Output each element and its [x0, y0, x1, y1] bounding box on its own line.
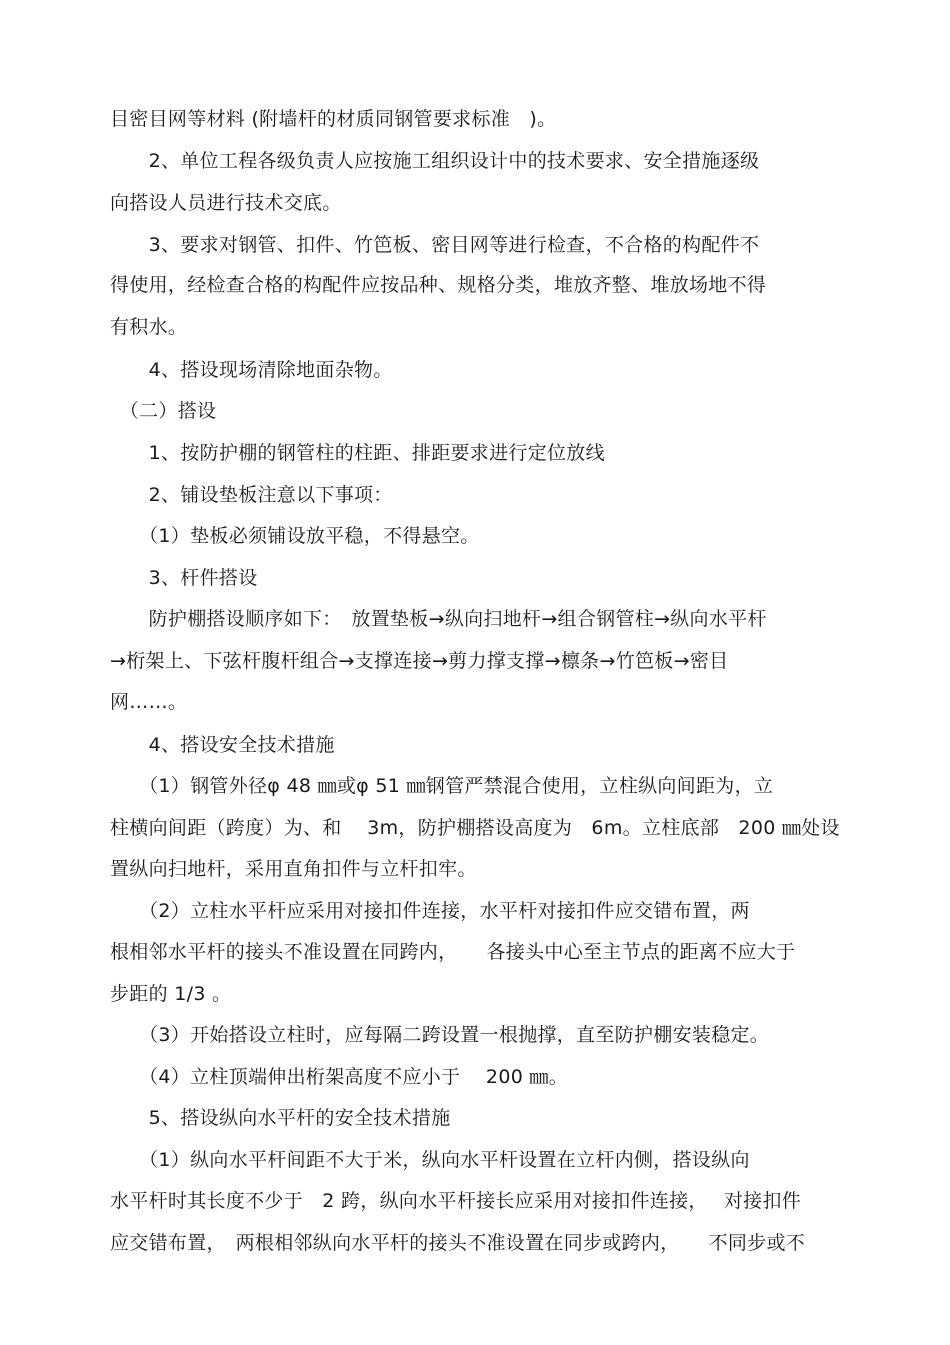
text-line: 步距的 1/3 。: [110, 983, 232, 1005]
text-line: 应交错布置， 两根相邻纵向水平杆的接头不准设置在同步或跨内， 不同步或不: [110, 1232, 806, 1254]
text-line: （1）钢管外径φ 48 ㎜或φ 51 ㎜钢管严禁混合使用，立柱纵向间距为，立: [110, 775, 774, 797]
text-line: 4、搭设现场清除地面杂物。: [110, 359, 393, 381]
text-line: 目密目网等材料 (附墙杆的材质同钢管要求标准 )。: [110, 108, 557, 130]
text-line: 2、单位工程各级负责人应按施工组织设计中的技术要求、安全措施逐级: [110, 150, 760, 172]
text-line: 柱横向间距（跨度）为、和 3m，防护棚搭设高度为 6m。立柱底部 200 ㎜处设: [110, 817, 840, 839]
text-line: →桁架上、下弦杆腹杆组合→支撑连接→剪力撑支撑→檩条→竹笆板→密目: [110, 650, 729, 672]
text-line: （4）立柱顶端伸出桁架高度不应小于 200 ㎜。: [110, 1066, 569, 1088]
text-line: 有积水。: [110, 316, 188, 338]
text-line: 根相邻水平杆的接头不准设置在同跨内， 各接头中心至主节点的距离不应大于: [110, 941, 796, 963]
text-line: 得使用，经检查合格的构配件应按品种、规格分类，堆放齐整、堆放场地不得: [110, 274, 767, 296]
text-line: 4、搭设安全技术措施: [110, 734, 335, 756]
text-line: （3）开始搭设立柱时，应每隔二跨设置一根抛撑，直至防护棚安装稳定。: [110, 1024, 770, 1046]
text-line: 向搭设人员进行技术交底。: [110, 192, 342, 214]
text-line: （1）纵向水平杆间距不大于米，纵向水平杆设置在立杆内侧，搭设纵向: [110, 1149, 750, 1171]
text-line: 1、按防护棚的钢管柱的柱距、排距要求进行定位放线: [110, 442, 605, 464]
text-line: （2）立柱水平杆应采用对接扣件连接，水平杆对接扣件应交错布置，两: [110, 900, 750, 922]
text-line: 水平杆时其长度不少于 2 跨，纵向水平杆接长应采用对接扣件连接， 对接扣件: [110, 1190, 802, 1212]
text-line: （1）垫板必须铺设放平稳，不得悬空。: [110, 525, 480, 547]
text-line: 3、要求对钢管、扣件、竹笆板、密目网等进行检查，不合格的构配件不: [110, 234, 760, 256]
section-heading: （二）搭设: [110, 400, 217, 422]
text-line: 3、杆件搭设: [110, 567, 258, 589]
text-line: 2、铺设垫板注意以下事项：: [110, 484, 393, 506]
text-line: 置纵向扫地杆，采用直角扣件与立杆扣牢。: [110, 858, 477, 880]
text-line: 5、搭设纵向水平杆的安全技术措施: [110, 1107, 451, 1129]
text-line: 网……。: [110, 691, 188, 713]
text-line: 防护棚搭设顺序如下： 放置垫板→纵向扫地杆→组合钢管柱→纵向水平杆: [110, 608, 767, 630]
